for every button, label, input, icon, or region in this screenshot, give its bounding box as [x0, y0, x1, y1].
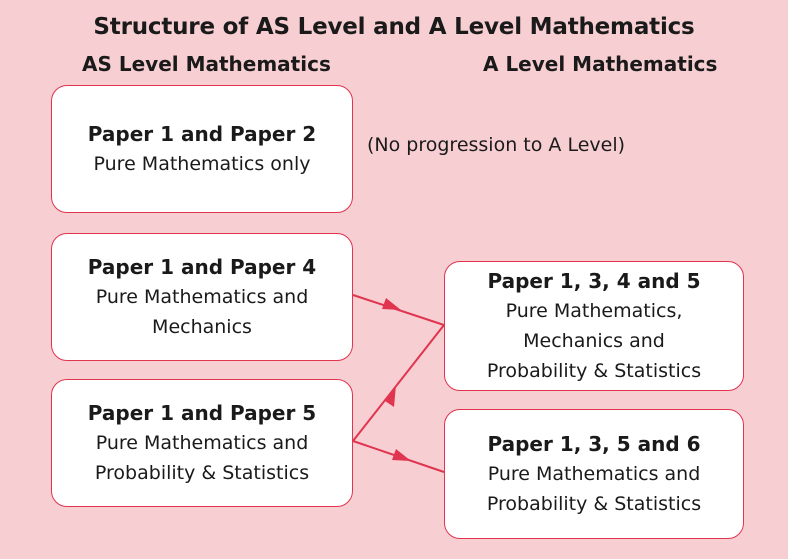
arrow-paper-1-5-to-1-3-4-5 — [353, 325, 444, 441]
no-progression-note: (No progression to A Level) — [367, 134, 626, 156]
box-line: Mechanics and — [523, 330, 665, 352]
box-heading: Paper 1, 3, 4 and 5 — [487, 269, 701, 293]
box-heading: Paper 1 and Paper 5 — [87, 401, 317, 425]
arrowhead-icon — [385, 385, 396, 407]
as-level-heading: AS Level Mathematics — [82, 52, 331, 76]
box-line: Pure Mathematics only — [93, 153, 311, 175]
box-line: Pure Mathematics and — [487, 463, 701, 485]
box-line: Pure Mathematics and — [95, 286, 309, 308]
box-line: Probability & Statistics — [486, 493, 702, 515]
arrow-paper-1-4-to-1-3-4-5 — [353, 295, 444, 325]
box-line: Probability & Statistics — [94, 462, 310, 484]
box-line: Pure Mathematics and — [95, 432, 309, 454]
box-line: Mechanics — [152, 316, 252, 338]
arrowhead-icon — [392, 449, 411, 461]
diagram-title: Structure of AS Level and A Level Mathematics — [93, 14, 695, 40]
box-heading: Paper 1 and Paper 4 — [87, 255, 317, 279]
box-heading: Paper 1 and Paper 2 — [87, 122, 317, 146]
box-line: Pure Mathematics, — [505, 300, 683, 322]
box-heading: Paper 1, 3, 5 and 6 — [487, 432, 701, 456]
box-line: Probability & Statistics — [486, 360, 702, 382]
arrowhead-icon — [382, 298, 401, 310]
a-level-heading: A Level Mathematics — [483, 52, 718, 76]
